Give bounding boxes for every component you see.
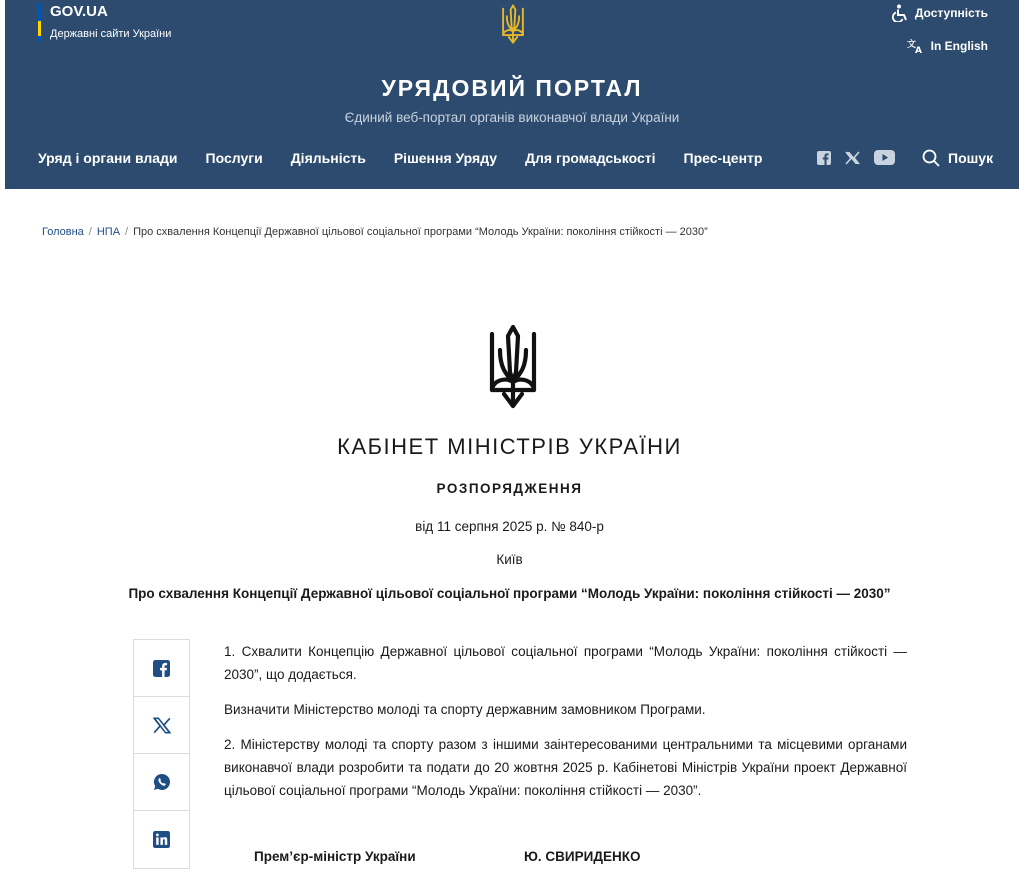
x-icon	[153, 717, 171, 734]
signature-position: Прем’єр-міністр України	[254, 849, 416, 864]
document-type: РОЗПОРЯДЖЕННЯ	[436, 481, 583, 496]
breadcrumb-separator: /	[125, 226, 129, 238]
coat-of-arms-icon	[486, 324, 540, 409]
facebook-icon[interactable]	[817, 151, 831, 165]
gov-ua-subtitle[interactable]: Державні сайти України	[50, 28, 172, 40]
share-panel	[133, 639, 190, 869]
svg-text:A: A	[914, 46, 922, 54]
breadcrumb-separator: /	[88, 226, 92, 238]
facebook-icon	[153, 660, 170, 677]
site-header	[5, 0, 1019, 189]
document-title: Про схвалення Концепції Державної цільової соціальної програми “Молодь України: покоління стійкості — 2030”	[128, 586, 891, 601]
breadcrumb-home[interactable]: Головна	[42, 226, 84, 238]
translate-icon	[907, 38, 924, 54]
nav-activity[interactable]: Діяльність	[290, 150, 366, 166]
document-paragraph: 2. Міністерству молоді та спорту разом з іншими заінтересованими центральними та місцевими органами виконавчої влади розробити та подати до 20 жовтня 2025 р. Кабінетові Міністрів України проект Державної цільової соціальної програми “Молодь України: покоління стійкості — 2030”.	[224, 737, 907, 798]
portal-title[interactable]: УРЯДОВИЙ ПОРТАЛ	[381, 75, 643, 101]
share-x-button[interactable]	[134, 697, 189, 754]
share-whatsapp-button[interactable]	[134, 754, 189, 811]
signature-name: Ю. СВИРИДЕНКО	[524, 849, 641, 864]
trident-logo-icon[interactable]	[499, 4, 527, 44]
svg-text:文: 文	[906, 40, 916, 50]
gov-ua-title[interactable]: GOV.UA	[50, 3, 108, 20]
gov-ua-link[interactable]	[38, 3, 171, 41]
main-nav	[38, 150, 762, 166]
search-button[interactable]	[922, 149, 993, 167]
nav-press[interactable]: Прес-центр	[683, 150, 763, 166]
social-links	[817, 150, 895, 165]
search-icon	[922, 149, 940, 167]
linkedin-icon	[153, 831, 170, 848]
breadcrumb-current: Про схвалення Концепції Державної цільової соціальної програми “Молодь України: покоління стійкості — 2030”	[133, 226, 708, 238]
search-label[interactable]: Пошук	[948, 150, 994, 166]
language-switch[interactable]	[907, 38, 988, 54]
whatsapp-icon	[153, 773, 171, 791]
document-date: від 11 серпня 2025 р. № 840-р	[415, 519, 604, 534]
breadcrumb	[42, 226, 708, 238]
nav-decisions[interactable]: Рішення Уряду	[393, 150, 498, 166]
language-label[interactable]: In English	[930, 39, 988, 53]
youtube-icon[interactable]	[874, 150, 895, 165]
nav-public[interactable]: Для громадськості	[525, 150, 656, 166]
document-paragraph: Визначити Міністерство молоді та спорту державним замовником Програми.	[224, 702, 706, 717]
document-city: Київ	[496, 552, 523, 567]
breadcrumb-section[interactable]: НПА	[96, 226, 121, 238]
portal-subtitle: Єдиний веб-портал органів виконавчої влади України	[344, 110, 680, 125]
document-organization: КАБІНЕТ МІНІСТРІВ УКРАЇНИ	[337, 434, 682, 459]
accessibility-link[interactable]	[892, 4, 988, 22]
x-icon[interactable]	[845, 151, 860, 165]
document-body	[224, 640, 907, 814]
share-facebook-button[interactable]	[134, 640, 189, 697]
nav-services[interactable]: Послуги	[205, 150, 263, 166]
nav-government[interactable]: Уряд і органи влади	[38, 150, 178, 166]
share-linkedin-button[interactable]	[134, 811, 189, 868]
document-paragraph: 1. Схвалити Концепцію Державної цільової соціальної програми “Молодь України: покоління стійкості — 2030”, що додається.	[224, 644, 907, 682]
accessibility-label[interactable]: Доступність	[914, 6, 988, 20]
accessibility-icon	[892, 4, 908, 22]
